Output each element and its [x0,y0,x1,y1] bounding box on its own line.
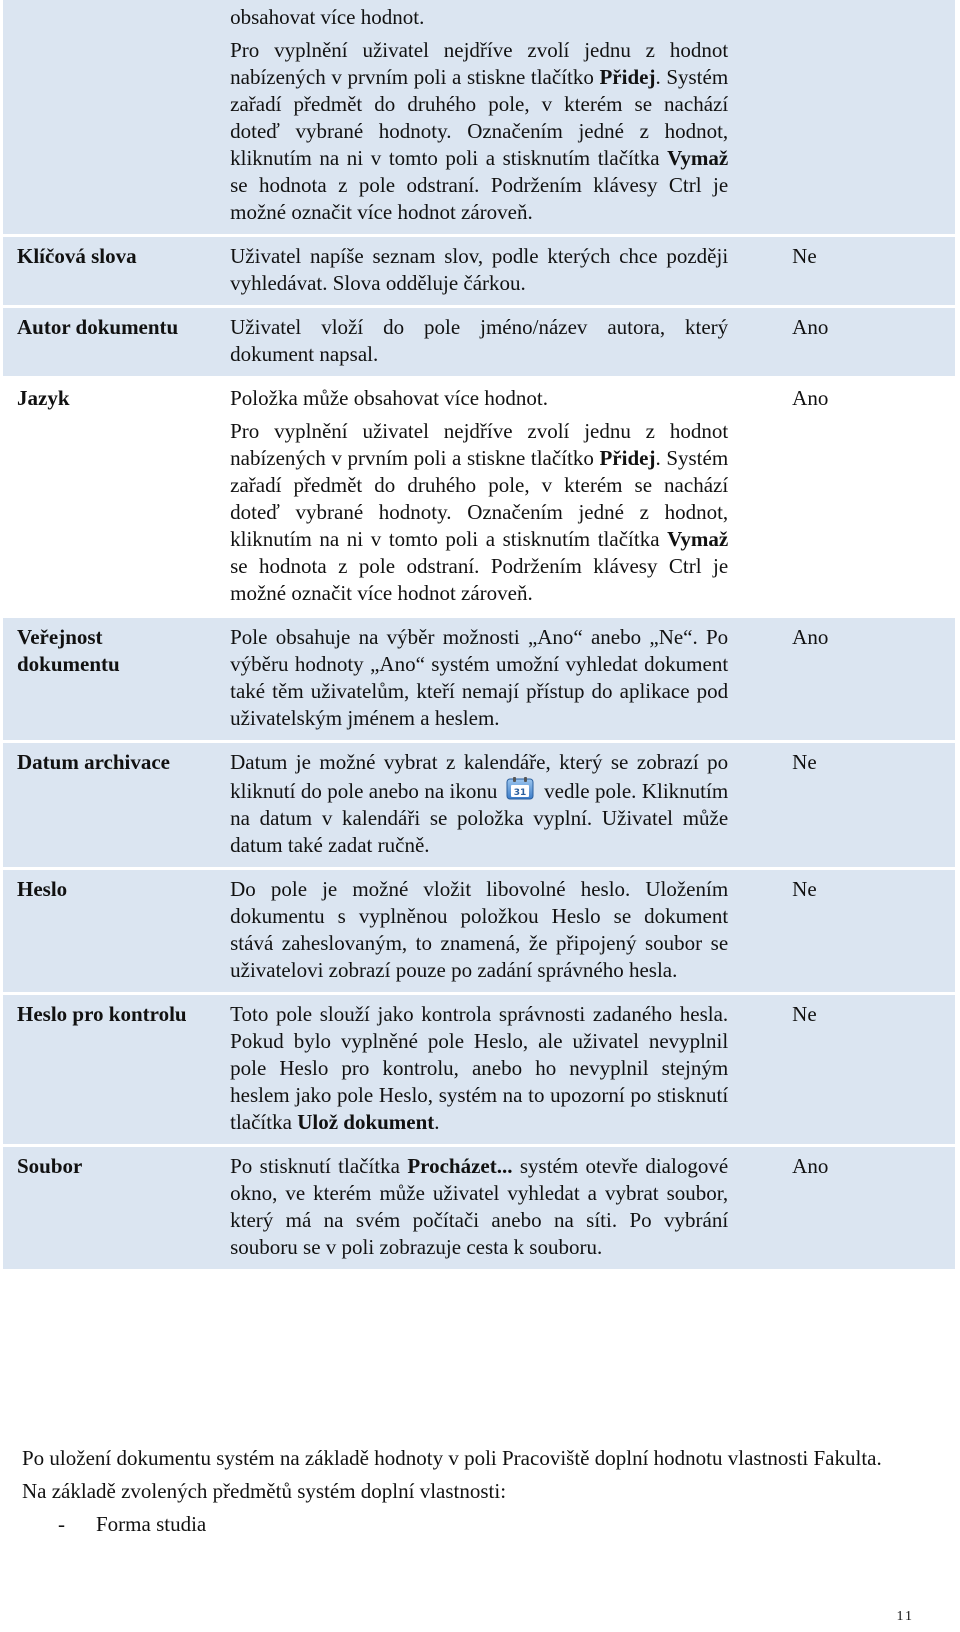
description-paragraph: Uživatel vloží do pole jméno/název autora, který dokument napsal. [230,315,729,366]
field-required [742,0,955,237]
table-row [3,995,955,1147]
description-paragraph: Do pole je možné vložit libovolné heslo. Uložením dokumentu s vyplněnou položkou Heslo se dokument stává zaheslovaným, to znamená, že připojený soubor se uživatelovi zobrazí pouze po zadání správného hesla. [230,877,729,982]
description-paragraph: Položka může obsahovat více hodnot. [230,386,548,410]
description-paragraph: Toto pole slouží jako kontrola správnosti zadaného hesla. Pokud bylo vyplněné pole Heslo, ale uživatel nevyplnil pole Heslo pro kontrolu, anebo ho nevyplnil stejným heslem jako pole Heslo, systém na to upozorní po stisknutí tlačítka Ulož dokument. [230,1002,729,1134]
fields-table [3,0,955,1272]
bullet-list [22,1511,917,1538]
field-description [216,870,742,995]
field-required: Ano [742,1147,955,1272]
paragraph: Po uložení dokumentu systém na základě hodnoty v poli Pracoviště doplní hodnotu vlastnosti Fakulta. [22,1446,882,1470]
field-description [216,0,742,237]
table-row [3,870,955,995]
table-row [3,1147,955,1272]
description-paragraph: Po stisknutí tlačítka Procházet... systém otevře dialogové okno, ve kterém může uživatel vyhledat a vybrat soubor, který má na svém počítači anebo na síti. Po vybrání souboru se v poli zobrazuje cesta k souboru. [230,1154,729,1259]
table-row [3,308,955,379]
field-required: Ne [742,995,955,1147]
field-description [216,1147,742,1272]
button-name-uloz-dokument: Ulož dokument [297,1110,435,1134]
calendar-icon [505,776,537,802]
field-description [216,995,742,1147]
page-number: 11 [896,1609,914,1624]
field-required: Ne [742,237,955,308]
paragraph: Na základě zvolených předmětů systém doplní vlastnosti: [22,1479,507,1503]
description-paragraph: Datum je možné vybrat z kalendáře, který se zobrazí po kliknutí do pole anebo na ikonu 31 vedle pole. Kliknutím na datum v kalendáři se položka vyplní. Uživatel může datum také zadat ručně. [230,750,729,857]
field-label: Heslo pro kontrolu [3,995,216,1147]
table-row [3,237,955,308]
description-paragraph: Pro vyplnění uživatel nejdříve zvolí jednu z hodnot nabízených v prvním poli a stiskne tlačítko Přidej. Systém zařadí předmět do druhého pole, v kterém se nachází doteď vybrané hodnoty. Označením jedné z hodnot, kliknutím na ni v tomto poli a stisknutím tlačítka Vymaž se hodnota z pole odstraní. Podržením klávesy Ctrl je možné označit více hodnot zároveň. [230,419,729,605]
field-label: Veřejnost dokumentu [3,618,216,743]
field-label: Autor dokumentu [3,308,216,379]
field-required: Ano [742,618,955,743]
field-required: Ano [742,379,955,618]
button-name-pridej: Přidej [599,446,656,470]
field-label: Soubor [3,1147,216,1272]
field-required: Ano [742,308,955,379]
field-label: Datum archivace [3,743,216,870]
list-item-text: Forma studia [96,1512,207,1536]
field-label [3,0,216,237]
field-required: Ne [742,870,955,995]
body-text [22,1445,917,1538]
field-description [216,308,742,379]
field-description [216,237,742,308]
description-paragraph: Pole obsahuje na výběr možnosti „Ano“ anebo „Ne“. Po výběru hodnoty „Ano“ systém umožní vyhledat dokument také těm uživatelům, kteří nemají přístup do aplikace pod uživatelským jménem a heslem. [230,625,729,730]
field-required: Ne [742,743,955,870]
table-row [3,379,955,618]
table-row [3,618,955,743]
field-description [216,379,742,618]
svg-text:31: 31 [513,788,527,798]
field-label: Klíčová slova [3,237,216,308]
description-paragraph: Uživatel napíše seznam slov, podle kterých chce později vyhledávat. Slova odděluje čárkou. [230,244,729,295]
field-label: Jazyk [3,379,216,618]
description-paragraph: obsahovat více hodnot. [230,5,425,29]
list-item [58,1511,917,1538]
list-bullet: - [58,1512,65,1536]
field-description [216,618,742,743]
table-row [3,0,955,237]
button-name-vymaz: Vymaž [667,146,729,170]
table-row [3,743,955,870]
button-name-pridej: Přidej [599,65,656,89]
field-label: Heslo [3,870,216,995]
field-description [216,743,742,870]
description-paragraph: Pro vyplnění uživatel nejdříve zvolí jednu z hodnot nabízených v prvním poli a stiskne tlačítko Přidej. Systém zařadí předmět do druhého pole, v kterém se nachází doteď vybrané hodnoty. Označením jedné z hodnot, kliknutím na ni v tomto poli a stisknutím tlačítka Vymaž se hodnota z pole odstraní. Podržením klávesy Ctrl je možné označit více hodnot zároveň. [230,38,729,224]
button-name-vymaz: Vymaž [667,527,729,551]
button-name-prochazet: Procházet... [407,1154,513,1178]
